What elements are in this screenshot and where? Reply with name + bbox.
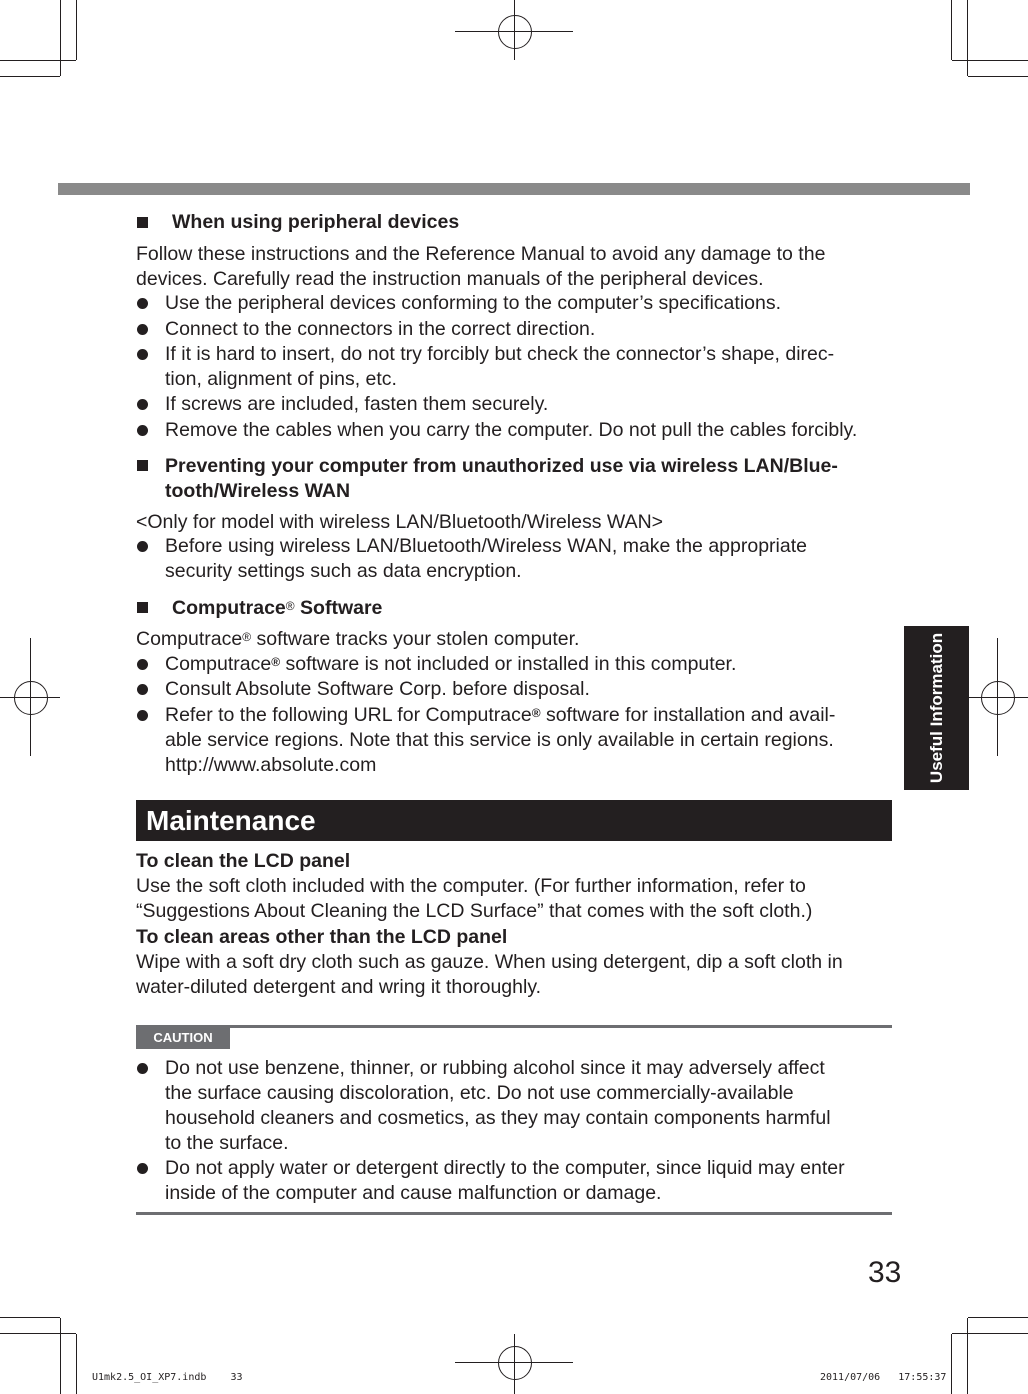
caution-bullet-cont: household cleaners and cosmetics, as they may contain components harmful	[165, 1107, 831, 1129]
peripheral-bullet: If screws are included, fasten them securely.	[165, 393, 549, 415]
computrace-bullet: Consult Absolute Software Corp. before disposal.	[165, 678, 590, 700]
bullet-dot-icon	[137, 324, 148, 335]
caution-bullet: Do not use benzene, thinner, or rubbing alcohol since it may adversely affect	[165, 1057, 825, 1079]
computrace-bullet: Computrace® software is not included or installed in this computer.	[165, 653, 737, 675]
header-bar	[58, 183, 970, 195]
peripheral-bullet-cont: tion, alignment of pins, etc.	[165, 368, 397, 390]
bullet-dot-icon	[137, 399, 148, 410]
square-bullet-icon	[137, 217, 148, 228]
wireless-heading-cont: tooth/Wireless WAN	[165, 480, 351, 502]
lcd-text: Use the soft cloth included with the computer. (For further information, refer to	[136, 875, 806, 897]
caution-bullet-cont: to the surface.	[165, 1132, 289, 1154]
bullet-dot-icon	[137, 684, 148, 695]
bullet-dot-icon	[137, 425, 148, 436]
bullet-dot-icon	[137, 659, 148, 670]
peripheral-bullet: Connect to the connectors in the correct direction.	[165, 318, 596, 340]
maintenance-title-bar	[136, 800, 892, 841]
computrace-heading: Computrace® Software	[172, 597, 383, 619]
section-tab-label: Useful Information	[926, 632, 946, 784]
peripheral-bullet: Use the peripheral devices conforming to the computer’s specifications.	[165, 292, 782, 314]
computrace-bullet: Refer to the following URL for Computrace® software for installation and avail-	[165, 704, 836, 726]
wireless-bullet: Before using wireless LAN/Bluetooth/Wireless WAN, make the appropriate	[165, 535, 807, 557]
footer-file-info: U1mk2.5_OI_XP7.indb 33	[92, 1372, 243, 1383]
other-text: Wipe with a soft dry cloth such as gauze. When using detergent, dip a soft cloth in	[136, 951, 843, 973]
section-tab	[904, 626, 969, 790]
bullet-dot-icon	[137, 1163, 148, 1174]
wireless-heading: Preventing your computer from unauthorized use via wireless LAN/Blue-	[165, 455, 838, 477]
square-bullet-icon	[137, 602, 148, 613]
peripheral-intro-line: devices. Carefully read the instruction manuals of the peripheral devices.	[136, 268, 764, 290]
footer-timestamp: 2011/07/06 17:55:37	[820, 1372, 947, 1383]
peripheral-heading: When using peripheral devices	[172, 211, 460, 233]
computrace-intro: Computrace® software tracks your stolen computer.	[136, 628, 580, 650]
bullet-dot-icon	[137, 1063, 148, 1074]
wireless-bullet-cont: security settings such as data encryption.	[165, 560, 522, 582]
peripheral-intro-line: Follow these instructions and the Reference Manual to avoid any damage to the	[136, 243, 826, 265]
caution-bullet-cont: inside of the computer and cause malfunction or damage.	[165, 1182, 662, 1204]
caution-bullet: Do not apply water or detergent directly to the computer, since liquid may enter	[165, 1157, 845, 1179]
caution-label: CAUTION	[136, 1027, 230, 1049]
lcd-heading: To clean the LCD panel	[136, 850, 351, 872]
page-number: 33	[868, 1256, 902, 1289]
bullet-dot-icon	[137, 541, 148, 552]
bullet-dot-icon	[137, 298, 148, 309]
peripheral-bullet: Remove the cables when you carry the computer. Do not pull the cables forcibly.	[165, 419, 858, 441]
square-bullet-icon	[137, 460, 148, 471]
peripheral-bullet: If it is hard to insert, do not try forcibly but check the connector’s shape, direc-	[165, 343, 835, 365]
caution-top-rule	[136, 1025, 892, 1028]
computrace-url: http://www.absolute.com	[165, 754, 377, 776]
wireless-note: <Only for model with wireless LAN/Bluetooth/Wireless WAN>	[136, 511, 664, 533]
bullet-dot-icon	[137, 349, 148, 360]
caution-bottom-rule	[136, 1212, 892, 1215]
bullet-dot-icon	[137, 710, 148, 721]
other-heading: To clean areas other than the LCD panel	[136, 926, 508, 948]
lcd-text: “Suggestions About Cleaning the LCD Surface” that comes with the soft cloth.)	[136, 900, 813, 922]
other-text: water-diluted detergent and wring it thoroughly.	[136, 976, 542, 998]
computrace-bullet-cont: able service regions. Note that this service is only available in certain regions.	[165, 729, 834, 751]
caution-bullet-cont: the surface causing discoloration, etc. Do not use commercially-available	[165, 1082, 794, 1104]
maintenance-title: Maintenance	[146, 805, 316, 836]
